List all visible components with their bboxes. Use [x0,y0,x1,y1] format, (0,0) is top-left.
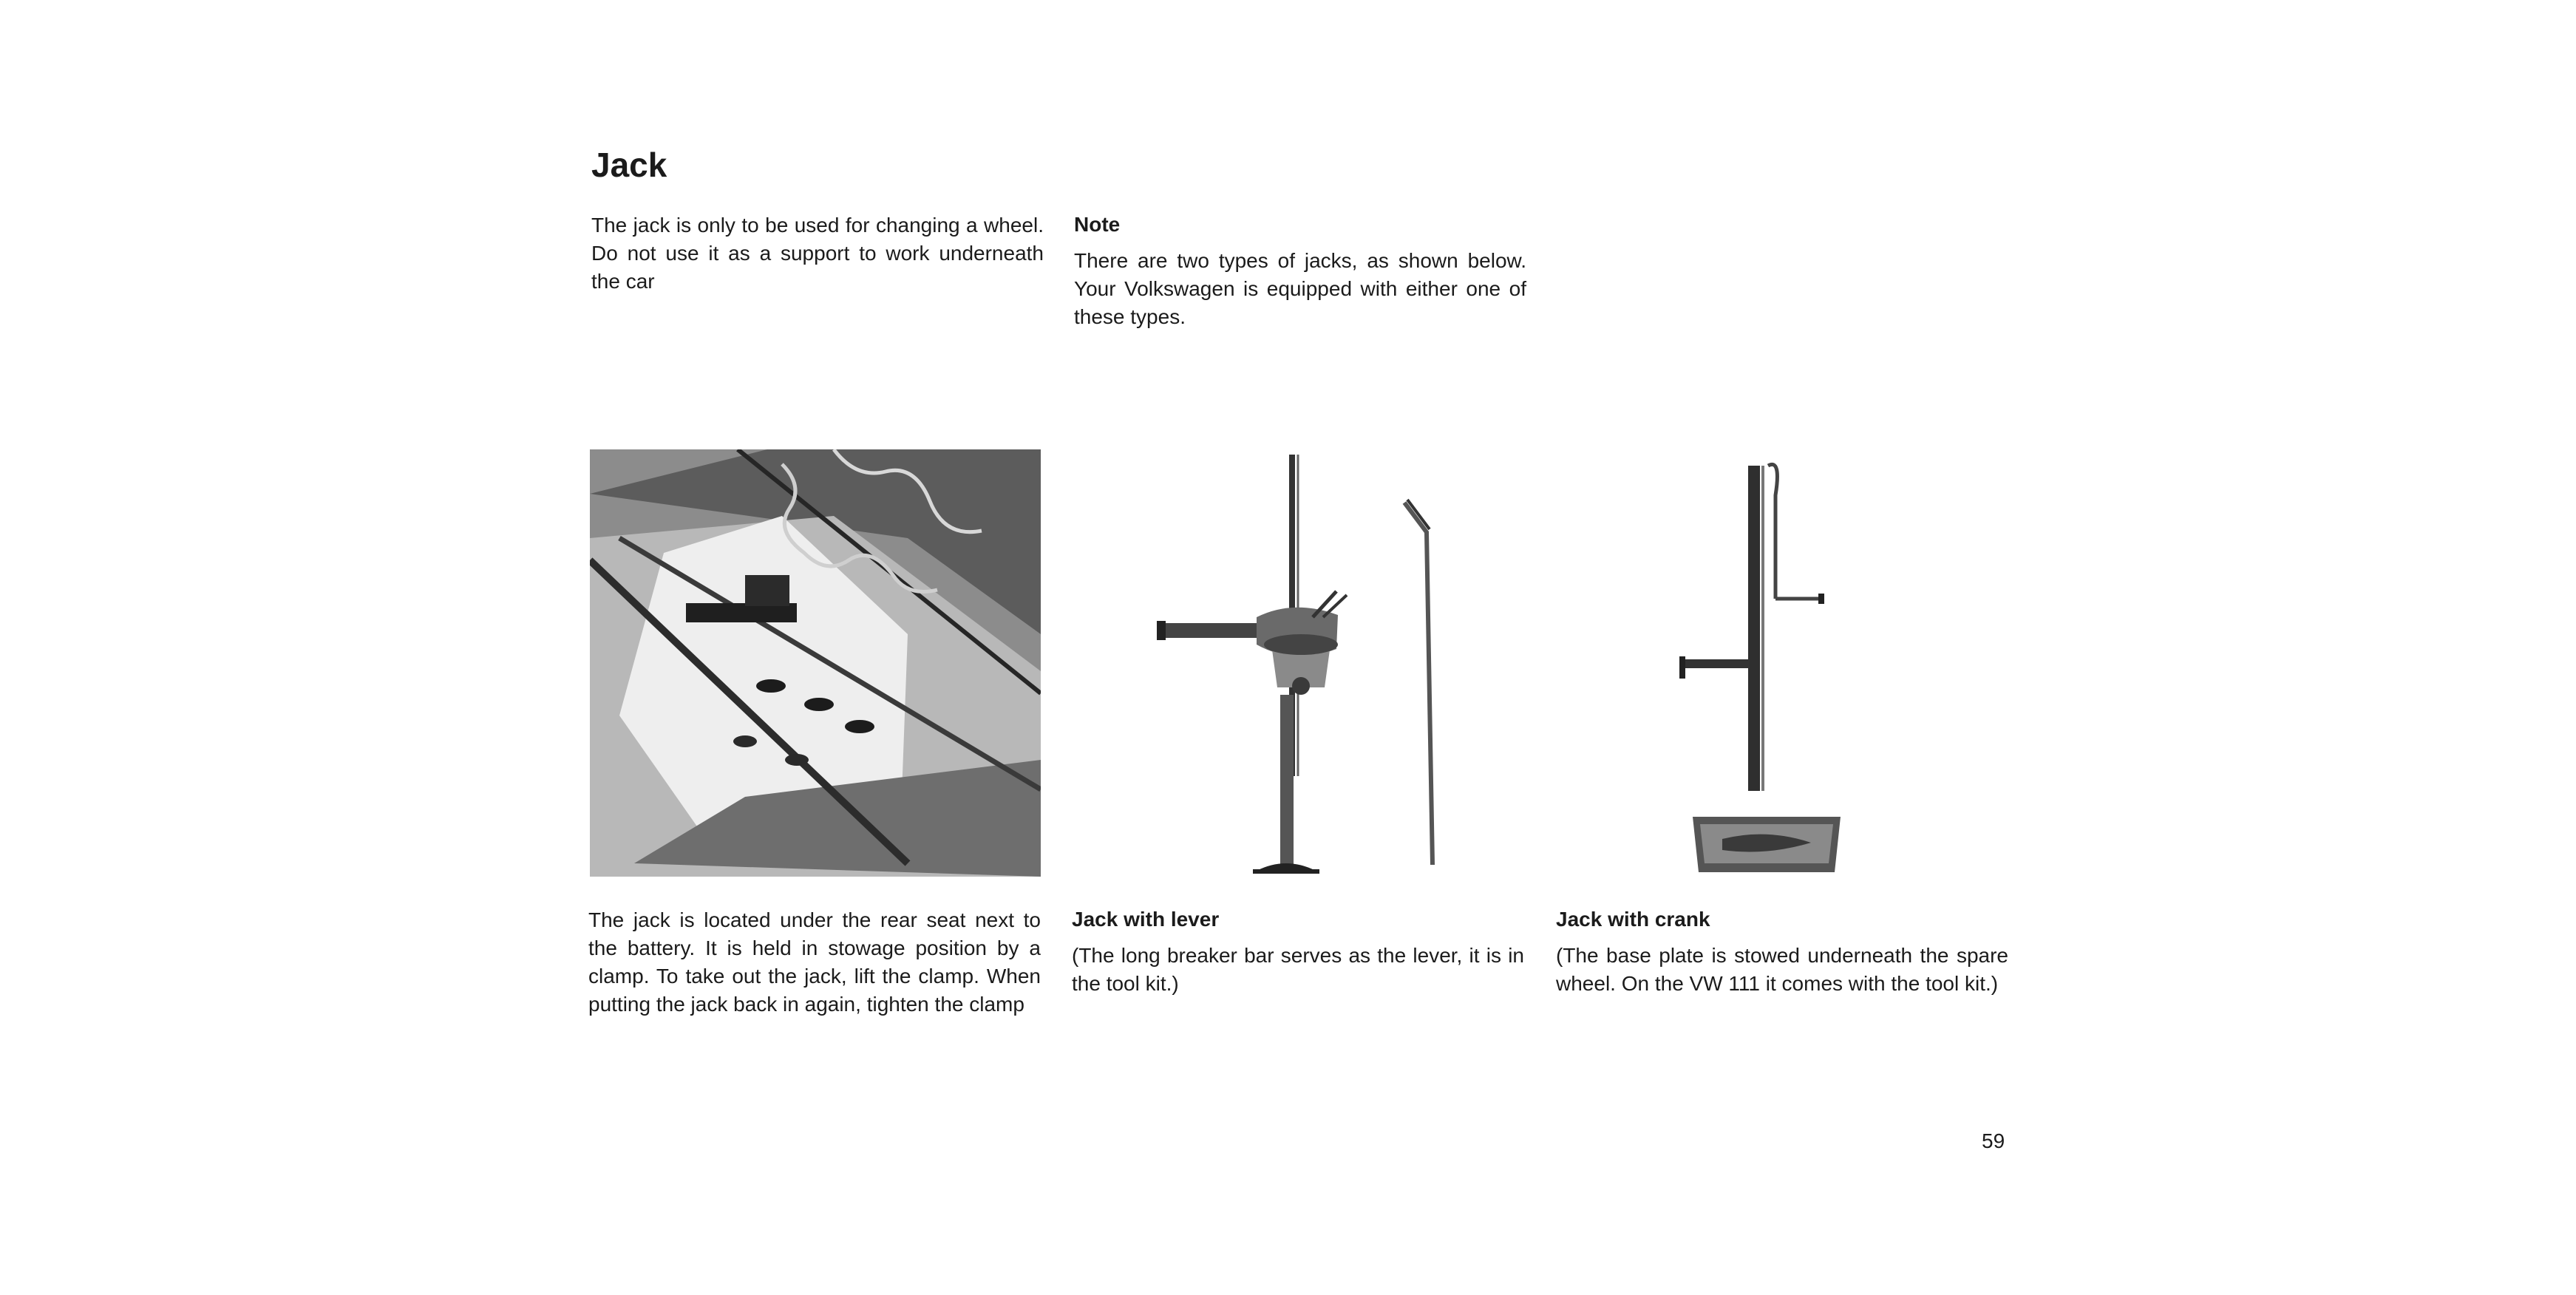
stowage-paragraph: The jack is located under the rear seat next to the battery. It is held in stowage position by a clamp. To take out the jack, lift the clamp. When putting the jack back in again, tighten the clamp [588,908,1041,1016]
crank-jack-paragraph: (The base plate is stowed underneath the spare wheel. On the VW 111 it comes with the tool kit.) [1556,944,2008,995]
intro-paragraph: The jack is only to be used for changing a wheel. Do not use it as a support to work underneath the car [591,214,1044,293]
page-title: Jack [591,146,667,184]
lever-jack-paragraph: (The long breaker bar serves as the lever, it is in the tool kit.) [1072,944,1524,995]
crank-jack-caption: Jack with crank [1556,908,1710,931]
page-number: 59 [1982,1129,2005,1152]
jack-stowage-photo [590,449,1041,877]
lever-jack-caption: Jack with lever [1072,908,1220,931]
jack-with-lever-drawing [1153,451,1464,880]
jack-with-crank-drawing [1671,451,1863,880]
note-heading: Note [1074,213,1121,236]
note-paragraph: There are two types of jacks, as shown below. Your Volkswagen is equipped with either one of these types. [1074,249,1526,328]
